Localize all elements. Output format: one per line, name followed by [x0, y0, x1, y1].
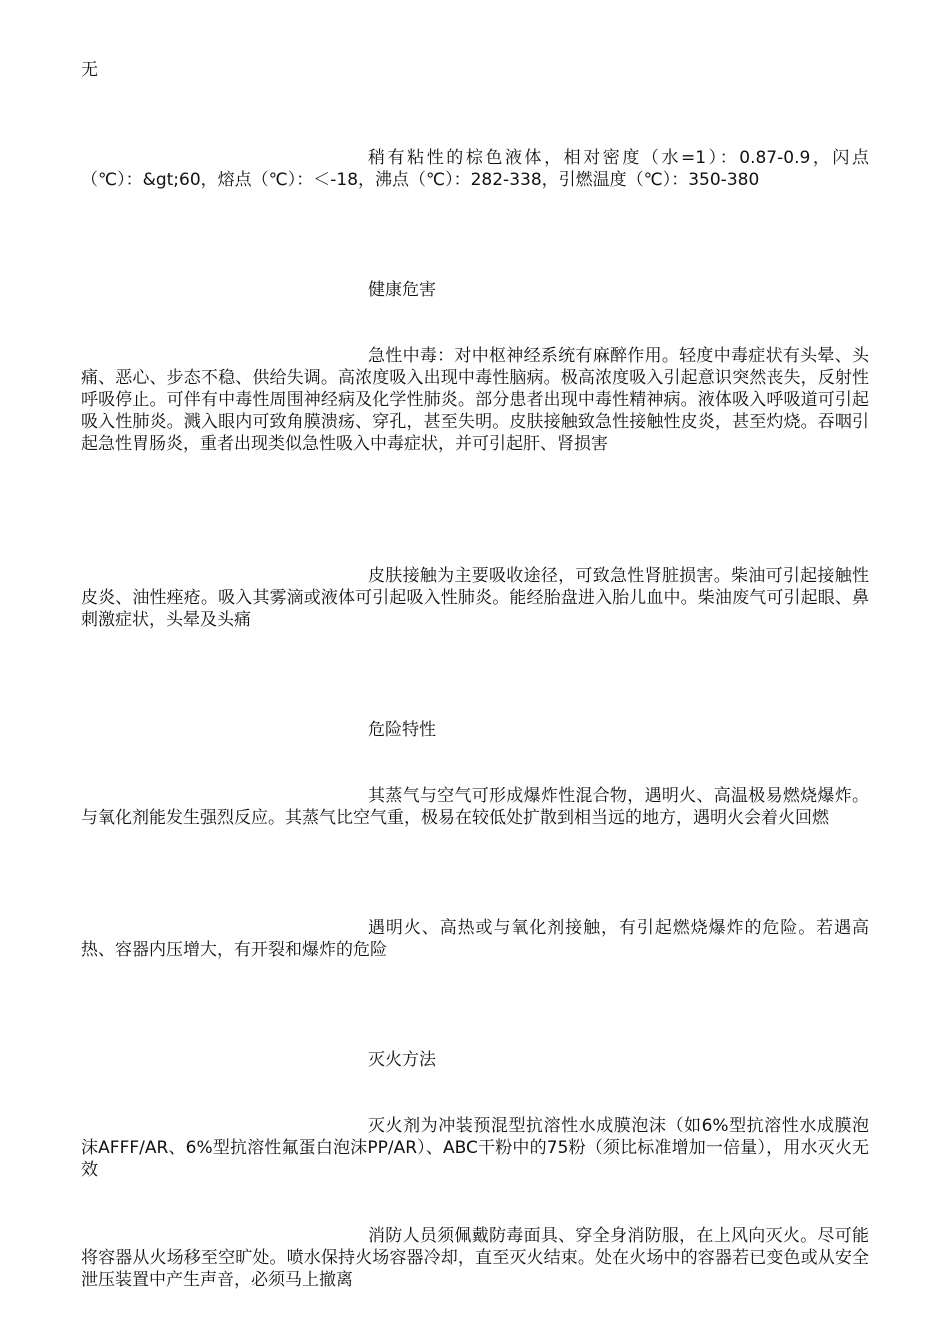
physical-properties-text: 稍有粘性的棕色液体，相对密度（水=1）：0.87-0.9，闪点（℃）：&gt;60，熔点（℃）：＜-18，沸点（℃）：282-338，引燃温度（℃）：350-380 — [81, 148, 869, 190]
first-value: 无 — [81, 60, 98, 80]
danger-text-2: 遇明火、高热或与氧化剂接触，有引起燃烧爆炸的危险。若遇高热、容器内压增大，有开裂和爆炸的危险 — [81, 918, 869, 960]
acute-poisoning-text: 急性中毒：对中枢神经系统有麻醉作用。轻度中毒症状有头晕、头痛、恶心、步态不稳、供给失调。高浓度吸入出现中毒性脑病。极高浓度吸入引起意识突然丧失，反射性呼吸停止。可伴有中毒性周围神经病及化学性肺炎。部分患者出现中毒性精神病。液体吸入呼吸道可引起吸入性肺炎。溅入眼内可致角膜溃疡、穿孔，甚至失明。皮肤接触致急性接触性皮炎，甚至灼烧。吞咽引起急性胃肠炎，重者出现类似急性吸入中毒症状，并可引起肝、肾损害 — [81, 346, 869, 454]
fire-fighting-heading: 灭火方法 — [368, 1050, 436, 1070]
danger-text-1: 其蒸气与空气可形成爆炸性混合物，遇明火、高温极易燃烧爆炸。与氧化剂能发生强烈反应。其蒸气比空气重，极易在较低处扩散到相当远的地方，遇明火会着火回燃 — [81, 786, 869, 828]
chronic-effects-text: 皮肤接触为主要吸收途径，可致急性肾脏损害。柴油可引起接触性皮炎、油性痤疮。吸入其雾滴或液体可引起吸入性肺炎。能经胎盘进入胎儿血中。柴油废气可引起眼、鼻刺激症状，头晕及头痛 — [81, 566, 869, 630]
health-hazard-heading: 健康危害 — [368, 280, 436, 300]
extinguishing-agent-text: 灭火剂为冲装预混型抗溶性水成膜泡沫（如6%型抗溶性水成膜泡沫AFFF/AR、6%型抗溶性氟蛋白泡沫PP/AR）、ABC干粉中的75粉（须比标准增加一倍量），用水灭火无效 — [81, 1116, 869, 1180]
danger-heading: 危险特性 — [368, 720, 436, 740]
firefighter-instructions-text: 消防人员须佩戴防毒面具、穿全身消防服，在上风向灭火。尽可能将容器从火场移至空旷处。喷水保持火场容器冷却，直至灭火结束。处在火场中的容器若已变色或从安全泄压装置中产生声音，必须马上撤离 — [81, 1226, 869, 1290]
